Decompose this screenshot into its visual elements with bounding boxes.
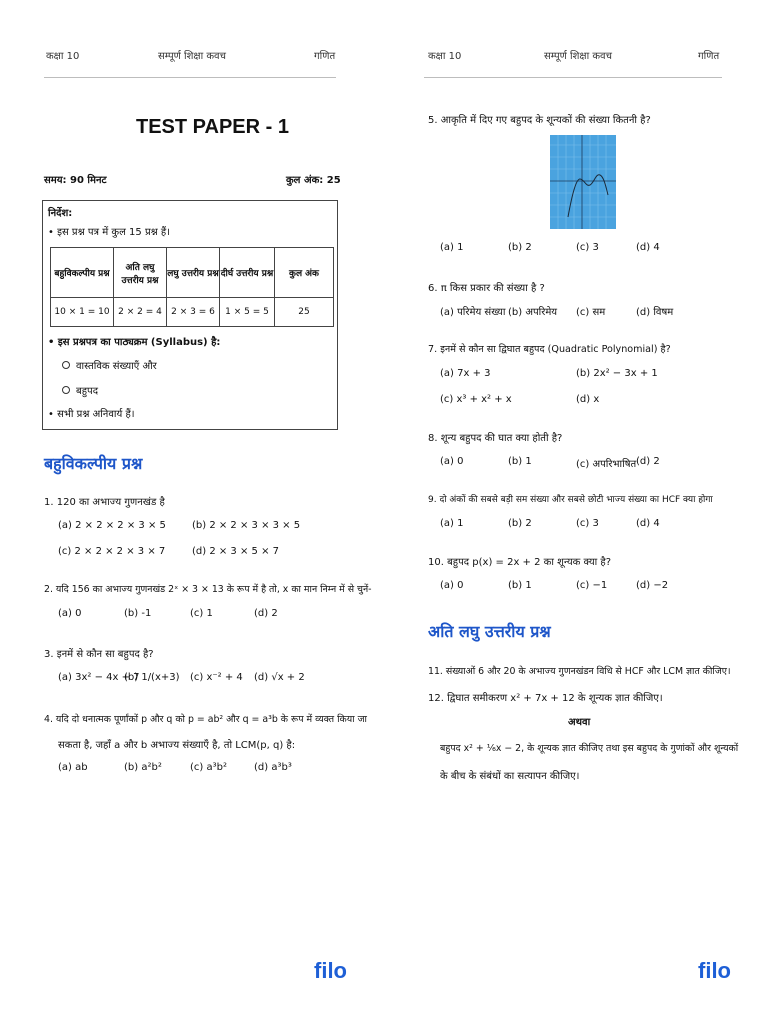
table-cell-very-short: 2 × 2 = 4 <box>114 298 167 327</box>
syllabus-item-label: वास्तविक संख्याएँ और <box>76 361 157 372</box>
q6-option-a: (a) परिमेय संख्या <box>440 307 506 318</box>
question-2: 2. यदि 156 का अभाज्य गुणनखंड 2ˣ × 3 × 13 के रूप में है तो, x का मान निम्न में से चुनें- <box>44 584 372 595</box>
q2-option-d: (d) 2 <box>254 608 278 619</box>
instruction-syllabus: • इस प्रश्नपत्र का पाठ्यक्रम (Syllabus) है: <box>48 337 221 348</box>
table-header-total: कुल अंक <box>275 248 334 298</box>
header-book: सम्पूर्ण शिक्षा कवच <box>544 51 612 62</box>
header-divider <box>44 77 336 78</box>
q5-option-c: (c) 3 <box>576 242 599 253</box>
bullet-circle-icon <box>62 386 70 394</box>
instruction-compulsory: • सभी प्रश्न अनिवार्य हैं। <box>48 409 135 420</box>
q10-option-d: (d) −2 <box>636 580 669 591</box>
or-separator: अथवा <box>568 717 591 728</box>
q3-option-d: (d) √x + 2 <box>254 672 305 683</box>
q9-option-c: (c) 3 <box>576 518 599 529</box>
table-header-short: लघु उत्तरीय प्रश्न <box>167 248 220 298</box>
table-header-very-short: अति लघु उत्तरीय प्रश्न <box>114 248 167 298</box>
table-cell-short: 2 × 3 = 6 <box>167 298 220 327</box>
page-title: TEST PAPER - 1 <box>136 116 289 138</box>
q10-option-a: (a) 0 <box>440 580 464 591</box>
filo-logo: filo <box>698 958 731 983</box>
q1-option-a: (a) 2 × 2 × 2 × 3 × 5 <box>58 520 166 531</box>
q7-option-b: (b) 2x² − 3x + 1 <box>576 368 658 379</box>
q5-option-a: (a) 1 <box>440 242 464 253</box>
q6-option-d: (d) विषम <box>636 307 674 318</box>
syllabus-item-label: बहुपद <box>76 386 99 397</box>
table-cell-long: 1 × 5 = 5 <box>220 298 275 327</box>
q1-option-d: (d) 2 × 3 × 5 × 7 <box>192 546 279 557</box>
q4-option-c: (c) a³b² <box>190 762 227 773</box>
question-4-line-2: सकता है, जहाँ a और b अभाज्य संख्याएँ है, तो LCM(p, q) है: <box>58 740 296 751</box>
exam-time: समय: 90 मिनट <box>44 175 107 186</box>
instruction-total-questions: • इस प्रश्न पत्र में कुल 15 प्रश्न हैं। <box>48 227 170 238</box>
question-6: 6. π किस प्रकार की संख्या है ? <box>428 283 545 294</box>
q5-option-d: (d) 4 <box>636 242 660 253</box>
table-cell-total: 25 <box>275 298 334 327</box>
q3-option-c: (c) x⁻² + 4 <box>190 672 243 683</box>
question-4-line-1: 4. यदि दो धनात्मक पूर्णांकों p और q को p = ab² और q = a³b के रूप में व्यक्त किया जा <box>44 714 367 725</box>
syllabus-item-polynomials <box>62 383 98 397</box>
q10-option-c: (c) −1 <box>576 580 608 591</box>
q2-option-c: (c) 1 <box>190 608 213 619</box>
header-subject: गणित <box>314 51 336 62</box>
question-8: 8. शून्य बहुपद की घात क्या होती है? <box>428 433 563 444</box>
q9-option-a: (a) 1 <box>440 518 464 529</box>
q6-option-c: (c) सम <box>576 307 606 318</box>
syllabus-item-real-numbers <box>62 358 157 372</box>
header-class: कक्षा 10 <box>428 51 462 62</box>
question-11: 11. संख्याओं 6 और 20 के अभाज्य गुणनखंडन विधि से HCF और LCM ज्ञात कीजिए। <box>428 666 731 677</box>
q4-option-d: (d) a³b³ <box>254 762 292 773</box>
question-7: 7. इनमें से कौन सा द्विघात बहुपद (Quadratic Polynomial) है? <box>428 344 671 355</box>
q2-option-a: (a) 0 <box>58 608 82 619</box>
instructions-heading: निर्देश: <box>48 208 73 219</box>
q3-option-a: (a) 3x² − 4x + 7 <box>58 672 140 683</box>
section-heading-mcq: बहुविकल्पीय प्रश्न <box>44 454 143 473</box>
q5-option-b: (b) 2 <box>508 242 532 253</box>
q7-option-d: (d) x <box>576 394 600 405</box>
q8-option-a: (a) 0 <box>440 456 464 467</box>
header-class: कक्षा 10 <box>46 51 80 62</box>
question-10: 10. बहुपद p(x) = 2x + 2 का शून्यक क्या है? <box>428 557 612 568</box>
question-3: 3. इनमें से कौन सा बहुपद है? <box>44 649 154 660</box>
q9-option-b: (b) 2 <box>508 518 532 529</box>
total-marks: कुल अंक: 25 <box>286 175 341 186</box>
q7-option-c: (c) x³ + x² + x <box>440 394 512 405</box>
header-book: सम्पूर्ण शिक्षा कवच <box>158 51 226 62</box>
question-9: 9. दो अंकों की सबसे बड़ी सम संख्या और सबसे छोटी भाज्य संख्या का HCF क्या होगा <box>428 495 713 505</box>
q1-option-b: (b) 2 × 2 × 3 × 3 × 5 <box>192 520 301 531</box>
header-divider <box>424 77 722 78</box>
table-cell-mcq: 10 × 1 = 10 <box>51 298 114 327</box>
header-subject: गणित <box>698 51 720 62</box>
table-header-mcq: बहुविकल्पीय प्रश्न <box>51 248 114 298</box>
question-1: 1. 120 का अभाज्य गुणनखंड है <box>44 497 165 508</box>
right-page <box>384 0 768 1024</box>
question-5: 5. आकृति में दिए गए बहुपद के शून्यकों की संख्या कितनी है? <box>428 115 651 126</box>
q8-option-b: (b) 1 <box>508 456 532 467</box>
table-header-long: दीर्घ उत्तरीय प्रश्न <box>220 248 275 298</box>
q10-option-b: (b) 1 <box>508 580 532 591</box>
q6-option-b: (b) अपरिमेय <box>508 307 558 318</box>
q7-option-a: (a) 7x + 3 <box>440 368 491 379</box>
q8-option-c: (c) अपरिभाषित <box>576 459 637 470</box>
q9-option-d: (d) 4 <box>636 518 660 529</box>
filo-logo: filo <box>314 958 347 983</box>
polynomial-graph-figure <box>550 135 616 229</box>
q4-option-a: (a) ab <box>58 762 88 773</box>
question-12-alt-line-2: के बीच के संबंधों का सत्यापन कीजिए। <box>440 771 580 782</box>
section-heading-very-short: अति लघु उत्तरीय प्रश्न <box>428 622 551 641</box>
marks-table <box>50 247 334 327</box>
bullet-circle-icon <box>62 361 70 369</box>
q1-option-c: (c) 2 × 2 × 2 × 3 × 7 <box>58 546 166 557</box>
q3-option-b: (b) 1/(x+3) <box>124 672 180 683</box>
q8-option-d: (d) 2 <box>636 456 660 467</box>
q4-option-b: (b) a²b² <box>124 762 162 773</box>
question-12: 12. द्विघात समीकरण x² + 7x + 12 के शून्यक ज्ञात कीजिए। <box>428 693 663 704</box>
question-12-alt-line-1: बहुपद x² + ⅙x − 2, के शून्यक ज्ञात कीजिए तथा इस बहुपद के गुणांकों और शून्यकों <box>440 743 739 754</box>
q2-option-b: (b) -1 <box>124 608 152 619</box>
